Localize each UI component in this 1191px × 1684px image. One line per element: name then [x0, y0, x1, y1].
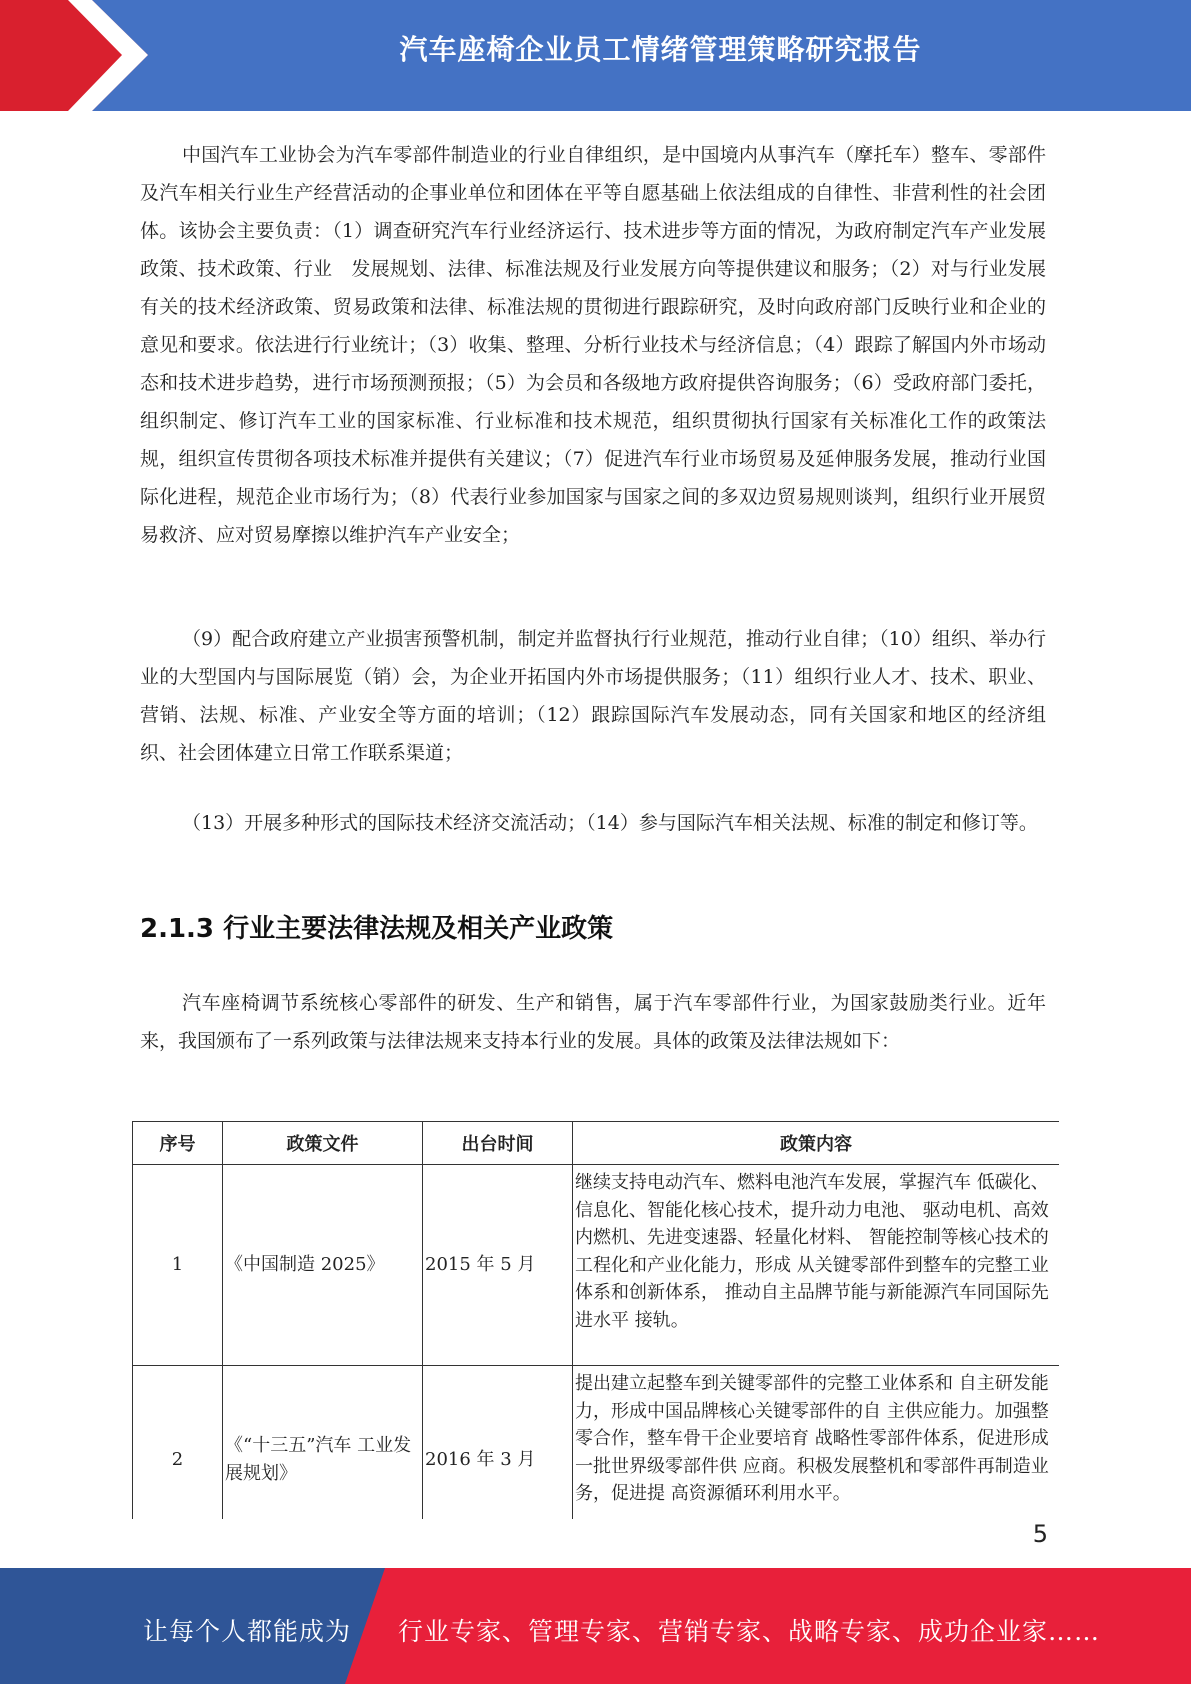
- cell-no: 1: [133, 1165, 223, 1366]
- footer-slogan-right: 行业专家、管理专家、营销专家、战略专家、成功企业家……: [398, 1617, 1101, 1646]
- body-paragraph-1: 中国汽车工业协会为汽车零部件制造业的行业自律组织，是中国境内从事汽车（摩托车）整车、零部件及汽车相关行业生产经营活动的企事业单位和团体在平等自愿基础上依法组成的自律性、非营利性的社会团体。该协会主要负责：（1）调查研究汽车行业经济运行、技术进步等方面的情况，为政府制定汽车产业发展政策、技术政策、行业 发展规划、法律、标准法规及行业发展方向等提供建议和服务；（2）对与行业发展有关的技术经济政策、贸易政策和法律、标准法规的贯彻进行跟踪研究，及时向政府部门反映行业和企业的意见和要求。依法进行行业统计；（3）收集、整理、分析行业技术与经济信息；（4）跟踪了解国内外市场动态和技术进步趋势，进行市场预测预报；（5）为会员和各级地方政府提供咨询服务；（6）受政府部门委托，组织制定、修订汽车工业的国家标准、行业标准和技术规范，组织贯彻执行国家有关标准化工作的政策法规，组织宣传贯彻各项技术标准并提供有关建议；（7）促进汽车行业市场贸易及延伸服务发展，推动行业国际化进程，规范企业市场行为；（8）代表行业参加国家与国家之间的多双边贸易规则谈判，组织行业开展贸易救济、应对贸易摩擦以维护汽车产业安全；: [140, 144, 1046, 546]
- cell-doc: 《“十三五”汽车 工业发展规划》: [223, 1366, 423, 1520]
- cell-no: 2: [133, 1366, 223, 1520]
- footer-slogan-left: 让每个人都能成为: [143, 1617, 352, 1646]
- col-header-date: 出台时间: [423, 1122, 573, 1165]
- section-intro: 汽车座椅调节系统核心零部件的研发、生产和销售，属于汽车零部件行业，为国家鼓励类行业。近年来，我国颁布了一系列政策与法律法规来支持本行业的发展。具体的政策及法律法规如下：: [140, 992, 1046, 1052]
- col-header-content: 政策内容: [573, 1122, 1060, 1165]
- cell-date: 2015 年 5 月: [423, 1165, 573, 1366]
- page-footer: [0, 1568, 1191, 1684]
- col-header-doc: 政策文件: [223, 1122, 423, 1165]
- cell-content: 继续支持电动汽车、燃料电池汽车发展，掌握汽车 低碳化、信息化、智能化核心技术，提升动力电池、 驱动电机、高效内燃机、先进变速器、轻量化材料、 智能控制等核心技术的工程化和产业化能力，形成 从关键零部件到整车的完整工业体系和创新体系， 推动自主品牌节能与新能源汽车同国际先进水平 接轨。: [573, 1165, 1060, 1366]
- section-heading: 2.1.3 行业主要法律法规及相关产业政策: [140, 914, 614, 944]
- table-row: [133, 1366, 1060, 1520]
- page-number: 5: [1032, 1520, 1048, 1548]
- col-header-no: 序号: [133, 1122, 223, 1165]
- cell-doc: 《中国制造 2025》: [223, 1165, 423, 1366]
- table-header-row: [133, 1122, 1060, 1165]
- body-paragraph-2: （9）配合政府建立产业损害预警机制，制定并监督执行行业规范，推动行业自律；（10）组织、举办行业的大型国内与国际展览（销）会，为企业开拓国内外市场提供服务；（11）组织行业人才、技术、职业、营销、法规、标准、产业安全等方面的培训；（12）跟踪国际汽车发展动态，同有关国家和地区的经济组织、社会团体建立日常工作联系渠道；: [140, 628, 1046, 764]
- report-title: 汽车座椅企业员工情绪管理策略研究报告: [399, 33, 922, 66]
- policy-table: [132, 1121, 1059, 1519]
- table-row: [133, 1165, 1060, 1366]
- page-header: [0, 0, 1191, 111]
- body-paragraph-3: （13）开展多种形式的国际技术经济交流活动；（14）参与国际汽车相关法规、标准的制定和修订等。: [182, 812, 1038, 834]
- cell-date: 2016 年 3 月: [423, 1366, 573, 1520]
- cell-content: 提出建立起整车到关键零部件的完整工业体系和 自主研发能力，形成中国品牌核心关键零部件的自 主供应能力。加强整零合作，整车骨干企业要培育 战略性零部件体系，促进形成一批世界级零部件供 应商。积极发展整机和零部件再制造业务，促进提 高资源循环利用水平。: [573, 1366, 1060, 1520]
